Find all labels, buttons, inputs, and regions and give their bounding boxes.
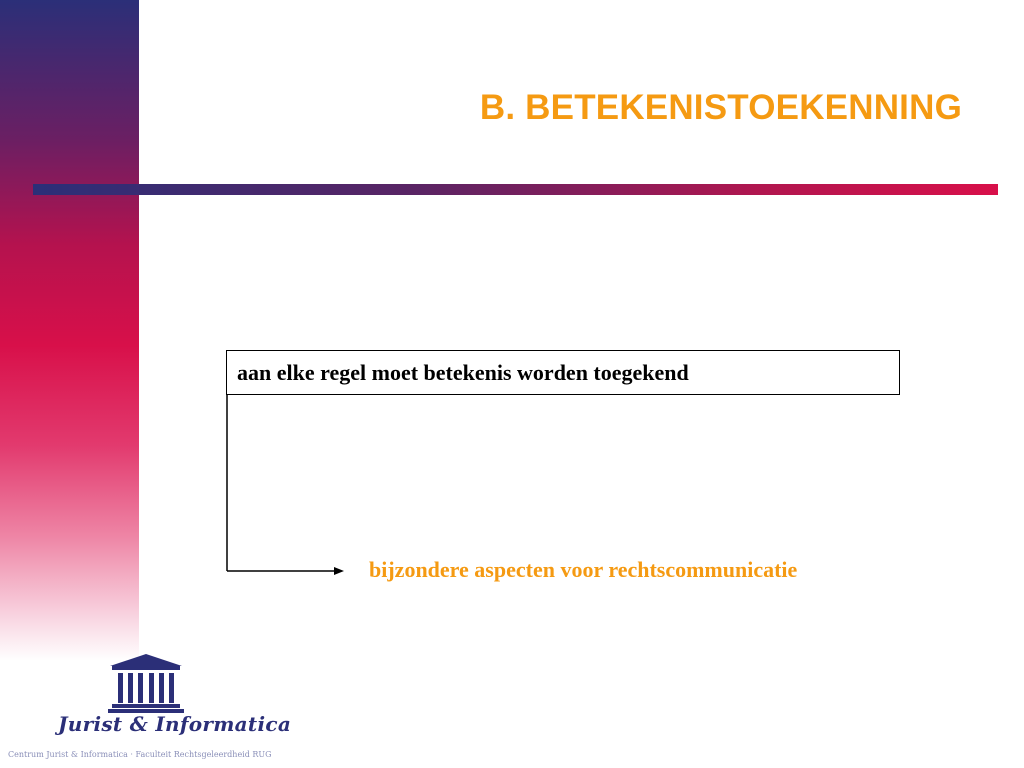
rule-box-text: aan elke regel moet betekenis worden toegekend	[237, 360, 689, 385]
logo	[58, 652, 292, 744]
temple-icon	[108, 652, 184, 714]
arrowhead-icon	[334, 567, 344, 575]
slide-title: B. BETEKENISTOEKENNING	[479, 88, 962, 127]
title-divider	[33, 184, 998, 195]
footer-text: Centrum Jurist & Informatica · Faculteit Rechtsgeleerdheid RUG	[8, 750, 272, 759]
logo-text: Jurist & Informatica	[58, 712, 292, 736]
aspect-text: bijzondere aspecten voor rechtscommunicatie	[369, 557, 798, 582]
rule-box	[226, 350, 900, 395]
